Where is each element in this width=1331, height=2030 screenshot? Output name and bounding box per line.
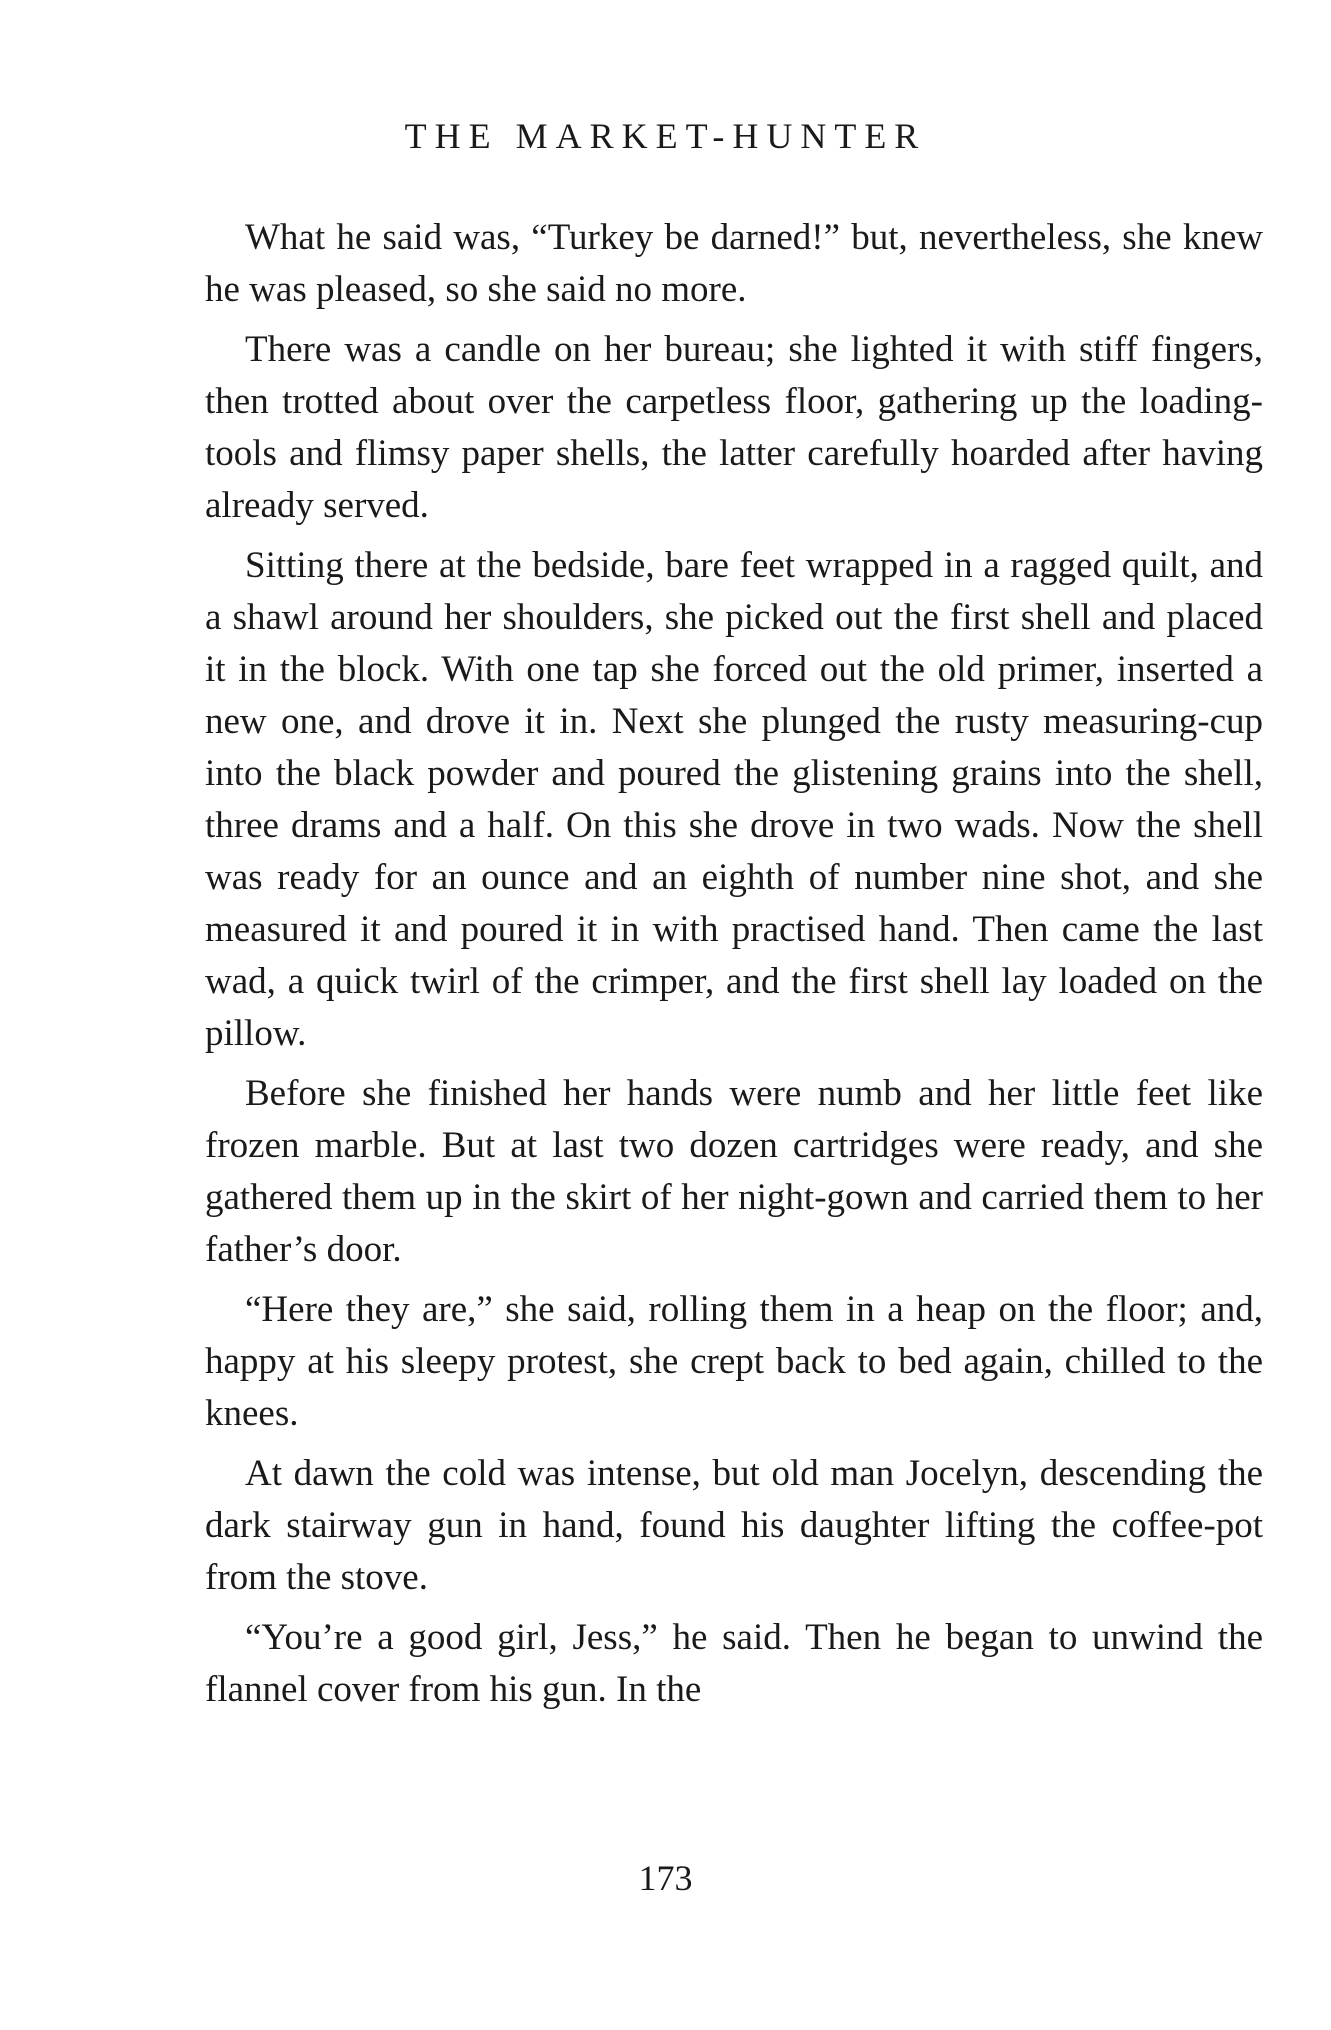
paragraph: Sitting there at the bedside, bare feet wrapped in a ragged quilt, and a shawl around her shoulders, she picked out the first shell and placed it in the block. With one tap she forced out the old primer, inserted a new one, and drove it in. Next she plunged the rusty measuring-cup into the black powder and poured the glistening grains into the shell, three drams and a half. On this she drove in two wads. Now the shell was ready for an ounce and an eighth of number nine shot, and she measured it and poured it in with practised hand. Then came the last wad, a quick twirl of the crimper, and the first shell lay loaded on the pillow. <box>205 545 1263 1054</box>
running-head: THE MARKET-HUNTER <box>404 116 927 156</box>
paragraph: “Here they are,” she said, rolling them in a heap on the floor; and, happy at his sleepy protest, she crept back to bed again, chilled to the knees. <box>205 1289 1263 1434</box>
body-text <box>205 212 1263 1724</box>
paragraph: There was a candle on her bureau; she lighted it with stiff fingers, then trotted about over the carpetless floor, gathering up the loading-tools and flimsy paper shells, the latter carefully hoarded after having already served. <box>205 329 1263 526</box>
paragraph: At dawn the cold was intense, but old man Jocelyn, descending the dark stairway gun in hand, found his daughter lifting the coffee-pot from the stove. <box>205 1453 1263 1598</box>
paragraph: What he said was, “Turkey be darned!” but, nevertheless, she knew he was pleased, so she said no more. <box>205 217 1263 310</box>
paragraph: Before she finished her hands were numb and her little feet like frozen marble. But at last two dozen cartridges were ready, and she gathered them up in the skirt of her night-gown and carried them to her father’s door. <box>205 1073 1263 1270</box>
page-number: 173 <box>638 1858 693 1898</box>
paragraph: “You’re a good girl, Jess,” he said. Then he began to unwind the flannel cover from his gun. In the <box>205 1617 1263 1710</box>
